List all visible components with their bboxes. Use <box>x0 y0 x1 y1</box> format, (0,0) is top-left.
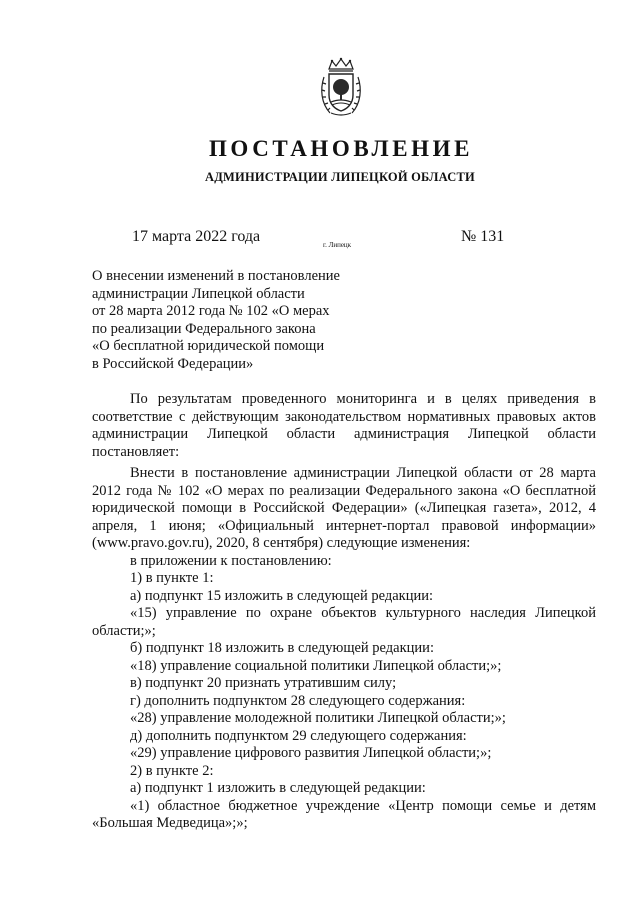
amendment-item: «29) управление цифрового развития Липецкой области;»; <box>130 745 492 761</box>
document-body <box>92 391 596 833</box>
amendment-item: 2) в пункте 2: <box>130 762 214 779</box>
amendment-item: д) дополнить подпунктом 29 следующего содержания: <box>130 727 467 744</box>
preamble-paragraph: По результатам проведенного мониторинга и в целях приведения в соответствие с действующим законодательством нормативных правовых актов администрации Липецкой области администрация Липецкой области постановляет: <box>92 391 596 460</box>
amendment-item: «18) управление социальной политики Липецкой области;»; <box>130 657 502 674</box>
amendment-item: 1) в пункте 1: <box>130 570 214 586</box>
amendment-item: в приложении к постановлению: <box>130 552 332 569</box>
subject-line: «О бесплатной юридической помощи <box>92 338 325 354</box>
amendment-item: «15) управление по охране объектов культурного наследия Липецкой области;»; <box>92 605 596 639</box>
subject-line: администрации Липецкой области <box>92 285 305 302</box>
amendment-item: «1) областное бюджетное учреждение «Центр помощи семье и детям «Большая Медведица»;»; <box>92 797 596 831</box>
document-date: 17 марта 2022 года <box>132 228 261 245</box>
document-issuer: АДМИНИСТРАЦИИ ЛИПЕЦКОЙ ОБЛАСТИ <box>205 170 475 184</box>
intro-paragraph: Внести в постановление администрации Липецкой области от 28 марта 2012 года № 102 «О мерах по реализации Федерального закона «О бесплатной юридической помощи в Российской Федерации» («Липецкая газета», 2012, 4 апреля, 1 июня; «Официальный интернет-портал правовой информации» (www.pravo.gov.ru), 2020, 8 сентября) следующие изменения: <box>92 465 596 551</box>
amendment-item: «28) управление молодежной политики Липецкой области;»; <box>130 710 506 726</box>
coat-of-arms-icon <box>318 57 364 117</box>
subject-line: в Российской Федерации» <box>92 355 254 372</box>
document-subject <box>92 268 340 373</box>
amendment-item: г) дополнить подпунктом 28 следующего содержания: <box>130 692 466 709</box>
amendment-item: а) подпункт 1 изложить в следующей редакции: <box>130 780 426 796</box>
amendment-item: б) подпункт 18 изложить в следующей редакции: <box>130 640 434 656</box>
document-city: г. Липецк <box>323 241 352 249</box>
document-title: ПОСТАНОВЛЕНИЕ <box>208 136 474 161</box>
amendment-item: в) подпункт 20 признать утратившим силу; <box>130 675 397 691</box>
amendment-item: а) подпункт 15 изложить в следующей редакции: <box>130 587 434 604</box>
document-number: № 131 <box>461 228 505 245</box>
subject-line: от 28 марта 2012 года № 102 «О мерах <box>92 303 330 319</box>
subject-line: О внесении изменений в постановление <box>92 268 340 284</box>
subject-line: по реализации Федерального закона <box>92 320 316 337</box>
